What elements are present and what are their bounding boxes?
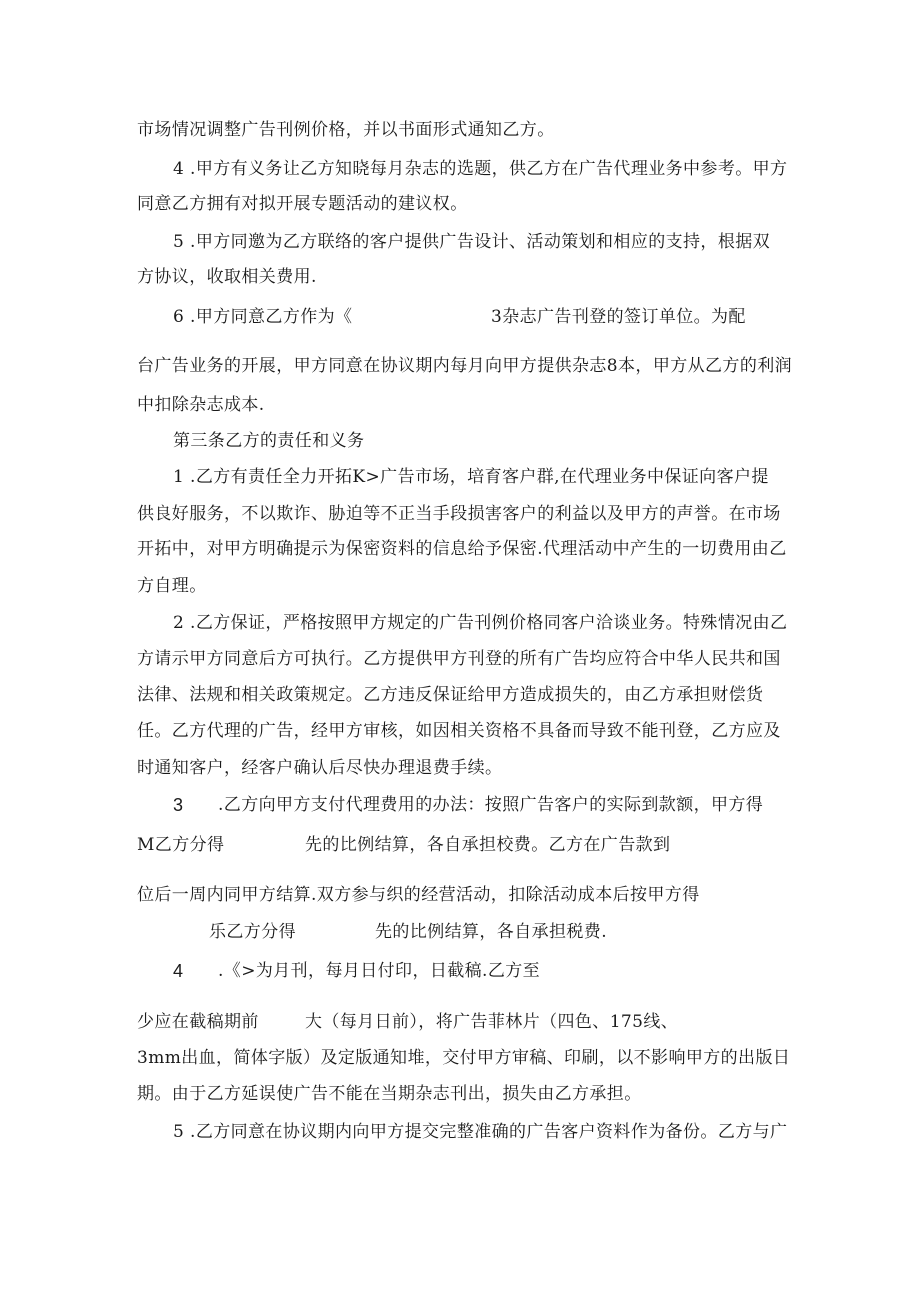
b-clause-3-line-3: 位后一周内同甲方结算.双方参与织的经营活动，扣除活动成本后按甲方得 bbox=[137, 885, 700, 905]
clause-4-line-1: 4 .甲方有义务让乙方知晓每月杂志的选题，供乙方在广告代理业务中参考。甲方 bbox=[173, 159, 788, 179]
b-clause-3-line-2-right: 先的比例结算，各自承担校费。乙方在广告款到 bbox=[305, 835, 671, 855]
clause-5-line-1: 5 .甲方同邀为乙方联络的客户提供广告设计、活动策划和相应的支持，根据双 bbox=[173, 232, 771, 252]
b-clause-2-line-4: 任。乙方代理的广告，经甲方审核，如因相关资格不具备而导致不能刊登，乙方应及 bbox=[137, 721, 781, 741]
b-clause-3-number: 3 bbox=[173, 795, 184, 815]
text-line: 市场情况调整广告刊例价格，并以书面形式通知乙方。 bbox=[137, 120, 555, 140]
b-clause-3-line-1: .乙方向甲方支付代理费用的办法：按照广告客户的实际到款额，甲方得 bbox=[218, 795, 764, 815]
b-clause-4-line-1: .《>为月刊，每月日付印，日截稿.乙方至 bbox=[218, 961, 541, 981]
b-clause-3-line-4-left: 乐乙方分得 bbox=[209, 922, 296, 942]
b-clause-1-line-3: 开拓中，对甲方明确提示为保密资料的信息给予保密.代理活动中产生的一切费用由乙 bbox=[137, 539, 787, 559]
b-clause-4-number: 4 bbox=[173, 961, 184, 981]
b-clause-4-line-4: 期。由于乙方延误使广告不能在当期杂志刊出，损失由乙方承担。 bbox=[137, 1084, 642, 1104]
b-clause-2-line-5: 时通知客户，经客户确认后尽快办理退费手续。 bbox=[137, 758, 503, 778]
section-heading: 第三条乙方的责任和义务 bbox=[173, 431, 365, 451]
b-clause-5-line-1: 5 .乙方同意在协议期内向甲方提交完整准确的广告客户资料作为备份。乙方与广 bbox=[173, 1122, 788, 1142]
b-clause-2-line-3: 法律、法规和相关政策规定。乙方违反保证给甲方造成损失的，由乙方承担财偿货 bbox=[137, 685, 764, 705]
clause-6-line-1-right: 3杂志广告刊登的签订单位。为配 bbox=[491, 307, 746, 327]
b-clause-1-line-1: 1 .乙方有责任全力开拓K>广告市场，培育客户群,在代理业务中保证向客户提 bbox=[173, 467, 769, 487]
clause-6-line-3: 中扣除杂志成本. bbox=[137, 395, 265, 415]
b-clause-3-line-2-left: M乙方分得 bbox=[137, 835, 225, 855]
clause-6-line-1-left: 6 .甲方同意乙方作为《 bbox=[173, 307, 353, 327]
clause-6-line-2: 台广告业务的开展，甲方同意在协议期内每月向甲方提供杂志8本，甲方从乙方的利润 bbox=[137, 356, 793, 376]
clause-5-line-2: 方协议，收取相关费用. bbox=[137, 267, 317, 287]
b-clause-1-line-2: 供良好服务，不以欺诈、胁迫等不正当手段损害客户的利益以及甲方的声誉。在市场 bbox=[137, 504, 781, 524]
b-clause-3-line-4-right: 先的比例结算，各自承担税费. bbox=[375, 922, 608, 942]
b-clause-2-line-1: 2 .乙方保证，严格按照甲方规定的广告刊例价格同客户洽谈业务。特殊情况由乙 bbox=[173, 613, 788, 633]
clause-4-line-2: 同意乙方拥有对拟开展专题活动的建议权。 bbox=[137, 194, 468, 214]
b-clause-2-line-2: 方请示甲方同意后方可执行。乙方提供甲方刊登的所有广告均应符合中华人民共和国 bbox=[137, 649, 781, 669]
b-clause-1-line-4: 方自理。 bbox=[137, 576, 207, 596]
b-clause-4-line-3: 3mm出血，简体字版）及定版通知堆，交付甲方审稿、印刷，以不影响甲方的出版日 bbox=[137, 1048, 791, 1068]
b-clause-4-line-2-right: 大（每月日前），将广告菲林片（四色、175线、 bbox=[305, 1012, 679, 1032]
b-clause-4-line-2-left: 少应在截稿期前 bbox=[137, 1012, 259, 1032]
